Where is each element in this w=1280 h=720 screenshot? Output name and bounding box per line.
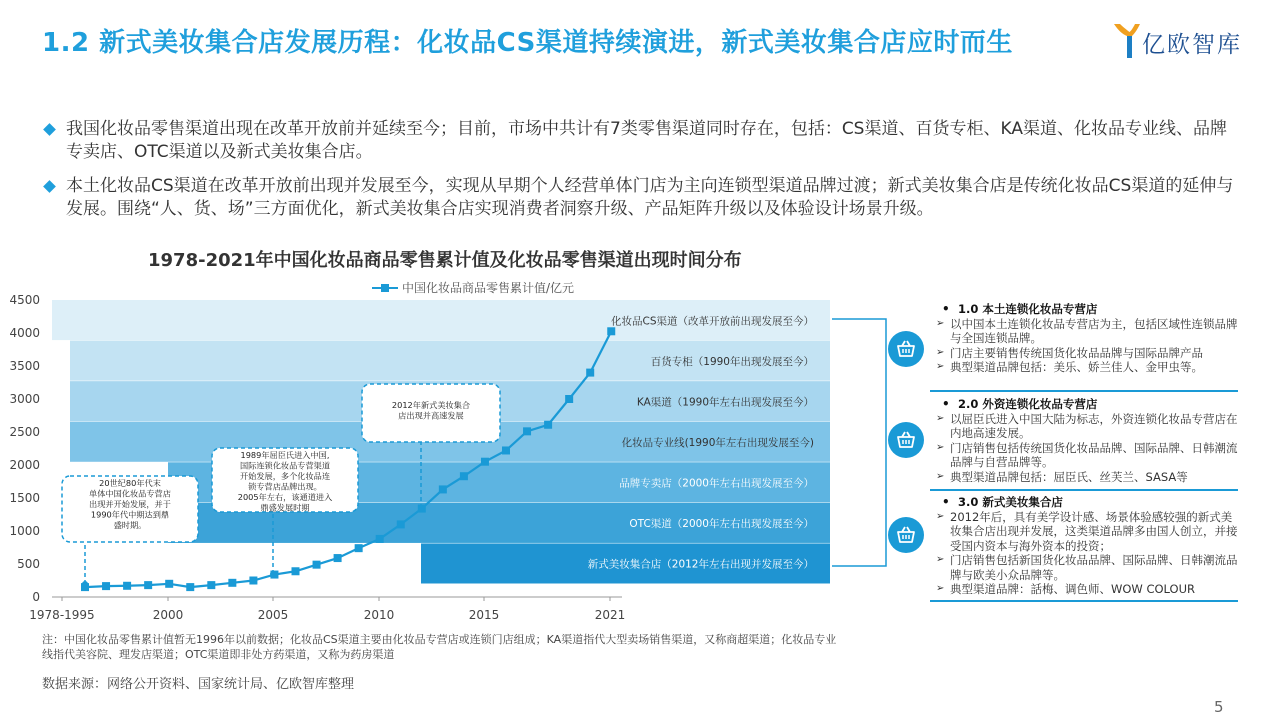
data-point [460, 472, 468, 480]
intro-bullets [42, 118, 1242, 232]
panel-item: ➢ 以中国本土连锁化妆品专营店为主，包括区域性连锁品牌与全国连锁品牌。 [936, 316, 1238, 345]
panel-item: ➢ 典型渠道品牌：話梅、调色师、WOW COLOUR [936, 582, 1195, 596]
x-tick-label: 2005 [257, 608, 289, 622]
data-point [502, 446, 510, 454]
data-point [607, 327, 615, 335]
data-point [397, 520, 405, 528]
panel-item: ➢ 门店销售包括新国货化妆品品牌、国际品牌、日韩潮流品牌与欧美小众品牌等。 [936, 553, 1238, 582]
y-tick-label: 1500 [9, 491, 40, 505]
y-tick-label: 4500 [9, 293, 40, 307]
callout-text: 1989年屈臣氏进入中国,国际连锁化妆品专营渠道开始发展，多个化妆品连锁专营店品牌出现。 2005年左右，该通道进入鼎盛发展时期 [237, 450, 333, 513]
y-tick-label: 0 [32, 590, 40, 604]
data-point [544, 421, 552, 429]
panel-stage-3 [936, 495, 1238, 597]
data-point [228, 579, 236, 587]
data-point [249, 577, 257, 585]
data-point [313, 561, 321, 569]
x-tick-label: 2021 [594, 608, 626, 622]
band-label: 新式美妆集合店（2012年左右出现并发展至今） [587, 558, 814, 571]
footnote: 注：中国化妆品零售累计值暂无1996年以前数据；化妆品CS渠道主要由化妆品专营店或连锁门店组成；KA渠道指代大型卖场销售渠道，又称商超渠道；化妆品专业线指代美容院、理发店渠道；OTC渠道即非处方药渠道，又称为药房渠道 [42, 633, 837, 661]
data-point [165, 580, 173, 588]
callout-text: 20世纪80年代末单体中国化妆品专营店出现并开始发展，并于 1990年代中期达到鼎盛时期。 [89, 478, 171, 530]
y-tick-label: 2500 [9, 425, 40, 439]
diamond-bullet-icon [43, 123, 56, 136]
data-point [376, 535, 384, 543]
panel-divider [930, 600, 1238, 602]
callout-text: 2012年新式美妆集合店出现并高速发展 [391, 400, 471, 421]
panel-heading: • 3.0 新式美妆集合店 [942, 495, 1063, 509]
bullet-item [42, 175, 1242, 221]
bullet-item [42, 118, 1242, 164]
panel-divider [930, 390, 1238, 392]
shopping-basket-icon [888, 422, 924, 458]
brand-logo [1112, 20, 1252, 60]
page-title: 1.2 新式美妆集合店发展历程：化妆品CS渠道持续演进，新式美妆集合店应时而生 [42, 28, 1013, 58]
data-point [586, 369, 594, 377]
data-point [186, 583, 194, 591]
arrow-bullet-icon: ➢ [936, 317, 945, 329]
panel-stage-2 [936, 397, 1238, 484]
chart-title: 1978-2021年中国化妆品商品零售累计值及化妆品零售渠道出现时间分布 [148, 250, 742, 271]
y-tick-label: 500 [17, 557, 40, 571]
data-point [334, 554, 342, 562]
band-label: 百货专柜（1990年出现发展至今） [650, 355, 814, 368]
data-point [292, 567, 300, 575]
band-label: 品牌专卖店（2000年左右出现发展至今） [619, 477, 814, 490]
arrow-bullet-icon: ➢ [936, 346, 945, 358]
callout-anchor [82, 581, 88, 587]
callout-anchor [418, 505, 424, 511]
arrow-bullet-icon: ➢ [936, 441, 945, 453]
x-tick-label: 2000 [152, 608, 184, 622]
data-point [123, 582, 131, 590]
logo-text: 亿欧智库 [1142, 32, 1242, 58]
logo-icon [1112, 20, 1142, 60]
panel-heading: • 2.0 外资连锁化妆品专营店 [942, 397, 1098, 411]
y-tick-label: 1000 [9, 524, 40, 538]
arrow-bullet-icon: ➢ [936, 554, 945, 565]
y-tick-label: 4000 [9, 326, 40, 340]
band-label: 化妆品专业线(1990年左右出现发展至今) [621, 437, 814, 449]
panel-item: ➢ 典型渠道品牌包括：美乐、娇兰佳人、金甲虫等。 [936, 360, 1203, 374]
bullet-text: 我国化妆品零售渠道出现在改革开放前并延续至今；目前，市场中共计有7类零售渠道同时存在，包括：CS渠道、百货专柜、KA渠道、化妆品专业线、品牌专卖店、OTC渠道以及新式美妆集合店。 [66, 119, 1227, 162]
band-label: KA渠道（1990年左右出现发展至今） [636, 396, 814, 409]
panel-item: ➢ 门店销售包括传统国货化妆品品牌、国际品牌、日韩潮流品牌与自营品牌等。 [936, 440, 1238, 469]
data-point [355, 544, 363, 552]
arrow-bullet-icon: ➢ [936, 412, 945, 424]
panel-divider [930, 489, 1238, 491]
arrow-bullet-icon: ➢ [936, 510, 945, 522]
data-point [565, 395, 573, 403]
panel-item: ➢ 门店主要销售传统国货化妆品品牌与国际品牌产品 [936, 345, 1203, 360]
x-tick-label: 2015 [468, 608, 500, 622]
panel-heading: • 1.0 本土连锁化妆品专营店 [942, 302, 1098, 316]
legend-marker [381, 284, 389, 292]
arrow-bullet-icon: ➢ [936, 583, 945, 594]
panel-item: ➢ 2012年后，具有美学设计感、场景体验感较强的新式美妆集合店出现并发展，这类渠道品牌多由国人创立，并接受国内资本与海外资本的投资； [936, 509, 1238, 553]
data-point [144, 581, 152, 589]
y-tick-label: 2000 [9, 458, 40, 472]
x-tick-label: 2010 [363, 608, 395, 622]
arrow-bullet-icon: ➢ [936, 470, 945, 482]
panel-item: ➢ 典型渠道品牌包括：屈臣氏、丝芙兰、SASA等 [936, 469, 1188, 484]
legend-label: 中国化妆品商品零售累计值/亿元 [402, 281, 575, 295]
data-point [523, 427, 531, 435]
shopping-basket-icon [888, 517, 924, 553]
data-point [102, 582, 110, 590]
data-point [481, 458, 489, 466]
data-point [207, 581, 215, 589]
data-point [439, 485, 447, 493]
band-label: OTC渠道（2000年左右出现发展至今） [629, 518, 814, 531]
y-tick-label: 3000 [9, 392, 40, 406]
page-number: 5 [1214, 698, 1224, 716]
arrow-bullet-icon: ➢ [936, 361, 945, 372]
panel-stage-1 [936, 302, 1238, 375]
callout-anchor [270, 571, 276, 577]
x-tick-label: 1978-1995 [29, 608, 95, 622]
band-label: 化妆品CS渠道（改革开放前出现发展至今） [611, 315, 814, 328]
shopping-basket-icon [888, 331, 924, 367]
y-tick-label: 3500 [9, 359, 40, 373]
data-source: 数据来源：网络公开资料、国家统计局、亿欧智库整理 [42, 677, 355, 692]
bullet-text: 本土化妆品CS渠道在改革开放前出现并发展至今，实现从早期个人经营单体门店为主向连锁型渠道品牌过渡；新式美妆集合店是传统化妆品CS渠道的延伸与发展。围绕“人、货、场”三方面优化，新式美妆集合店实现消费者洞察升级、产品矩阵升级以及体验设计场景升级。 [66, 176, 1234, 219]
diamond-bullet-icon [43, 180, 56, 193]
panel-item: ➢ 以屈臣氏进入中国大陆为标志，外资连锁化妆品专营店在内地高速发展。 [936, 411, 1238, 440]
